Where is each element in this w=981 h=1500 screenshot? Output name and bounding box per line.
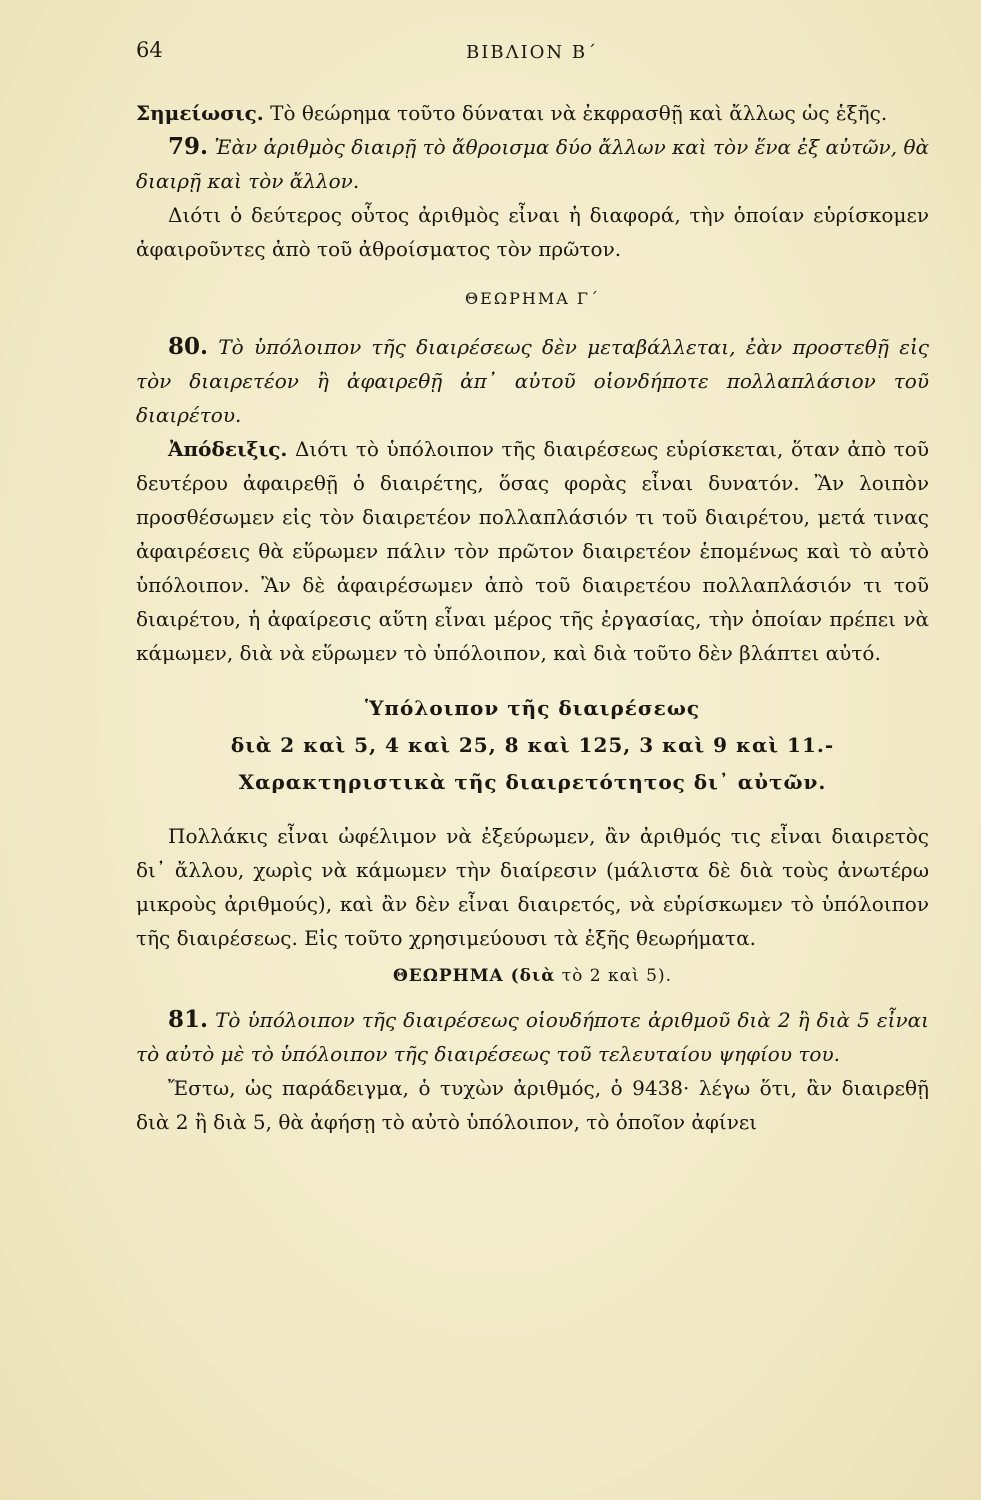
theorem-80-proof-text: Διότι τὸ ὑπόλοιπον τῆς διαιρέσεως εὑρίσκεται, ὅταν ἀπὸ τοῦ δευτέρου ἀφαιρεθῇ ὁ διαιρέτης, ὅσας φορὰς εἶναι δυνατόν. Ἂν λοιπὸν προσθέσωμεν εἰς τὸν διαιρετέον πολλαπλάσιόν τι τοῦ διαιρέτου, μετά τινας ἀφαιρέσεις θὰ εὕρωμεν πάλιν τὸν πρῶτον διαιρετέον ἑπομένως καὶ τὸ αὐτὸ ὑπόλοιπον. Ἂν δὲ ἀφαιρέσωμεν ἀπὸ τοῦ διαιρετέου πολλαπλάσιόν τι τοῦ διαιρέτου, ἡ ἀφαίρεσις αὕτη εἶναι μέρος τῆς ἐργασίας, τὴν ὁποίαν πρέπει νὰ κάμωμεν, διὰ νὰ εὕρωμεν τὸ ὑπόλοιπον, καὶ διὰ τοῦτο δὲν βλάπτει αὐτό.	[136, 437, 929, 665]
remark-paragraph	[136, 96, 929, 130]
theorem-81-example: Ἔστω, ὡς παράδειγμα, ὁ τυχὼν ἀριθμός, ὁ 9438· λέγω ὅτι, ἂν διαιρεθῇ διὰ 2 ἢ διὰ 5, θὰ ἀφήσῃ τὸ αὐτὸ ὑπόλοιπον, τὸ ὁποῖον ἀφίνει	[136, 1076, 929, 1134]
section-title-line-3: Χαρακτηριστικὰ τῆς διαιρετότητος δι᾽ αὐτῶν.	[238, 770, 827, 794]
remark-text: Τὸ θεώρημα τοῦτο δύναται νὰ ἐκφρασθῇ καὶ ἄλλως ὡς ἑξῆς.	[263, 101, 888, 125]
theorem-79-statement	[136, 130, 929, 198]
theorem-79-proof: Διότι ὁ δεύτερος οὗτος ἀριθμὸς εἶναι ἡ διαφορά, τὴν ὁποίαν εὑρίσκομεν ἀφαιροῦντες ἀπὸ τοῦ ἀθροίσματος τὸν πρῶτον.	[136, 203, 929, 261]
theorem-80-statement	[136, 330, 929, 432]
theorem-80-proof	[136, 432, 929, 670]
section-title-line-1: Ὑπόλοιπον τῆς διαιρέσεως	[364, 696, 701, 720]
running-head: ΒΙΒΛΙΟΝ Β΄	[466, 42, 599, 63]
page-body	[136, 96, 929, 1139]
theorem-79-text: Ἐὰν ἀριθμὸς διαιρῇ τὸ ἄθροισμα δύο ἄλλων καὶ τὸν ἕνα ἐξ αὐτῶν, θὰ διαιρῇ καὶ τὸν ἄλλον.	[136, 135, 929, 193]
intro-paragraph: Πολλάκις εἶναι ὠφέλιμον νὰ ἐξεύρωμεν, ἂν ἀριθμός τις εἶναι διαιρετὸς δι᾽ ἄλλου, χωρὶς νὰ κάμωμεν τὴν διαίρεσιν (μάλιστα δὲ διὰ τοὺς ἀνωτέρω μικροὺς ἀριθμούς), καὶ ἂν δὲν εἶναι διαιρετός, νὰ εὑρίσκωμεν τὸ ὑπόλοιπον τῆς διαιρέσεως. Εἰς τοῦτο χρησιμεύουσι τὰ ἑξῆς θεωρήματα.	[136, 824, 929, 950]
theorem-heading-2-normal: τὸ 2 καὶ 5).	[555, 966, 673, 986]
page-header	[136, 38, 926, 68]
section-title	[136, 690, 929, 801]
page-number: 64	[136, 38, 163, 62]
theorem-81-text: Τὸ ὑπόλοιπον τῆς διαιρέσεως οἱουδήποτε ἀριθμοῦ διὰ 2 ἢ διὰ 5 εἶναι τὸ αὐτὸ μὲ τὸ ὑπόλοιπον τῆς διαιρέσεως τοῦ τελευταίου ψηφίου του.	[136, 1008, 929, 1066]
proof-label: Ἀπόδειξις.	[168, 437, 288, 461]
theorem-81-number: 81.	[168, 1006, 209, 1033]
theorem-heading-2-5	[136, 959, 929, 993]
theorem-79-number: 79.	[168, 133, 209, 160]
theorem-80-text: Τὸ ὑπόλοιπον τῆς διαιρέσεως δὲν μεταβάλλεται, ἐὰν προστεθῇ εἰς τὸν διαιρετέον ἢ ἀφαιρεθῇ ἀπ᾽ αὐτοῦ οἱονδήποτε πολλαπλάσιον τοῦ διαιρέτου.	[136, 335, 929, 427]
theorem-heading-2-bold: ΘΕΩΡΗΜΑ (διὰ	[392, 966, 556, 986]
section-title-line-2: διὰ 2 καὶ 5, 4 καὶ 25, 8 καὶ 125, 3 καὶ 9 καὶ 11.-	[230, 733, 835, 757]
theorem-heading-g: ΘΕΩΡΗΜΑ Γ΄	[465, 289, 600, 308]
remark-label: Σημείωσις.	[136, 101, 264, 125]
theorem-80-number: 80.	[168, 333, 209, 360]
theorem-81-statement	[136, 1003, 929, 1071]
